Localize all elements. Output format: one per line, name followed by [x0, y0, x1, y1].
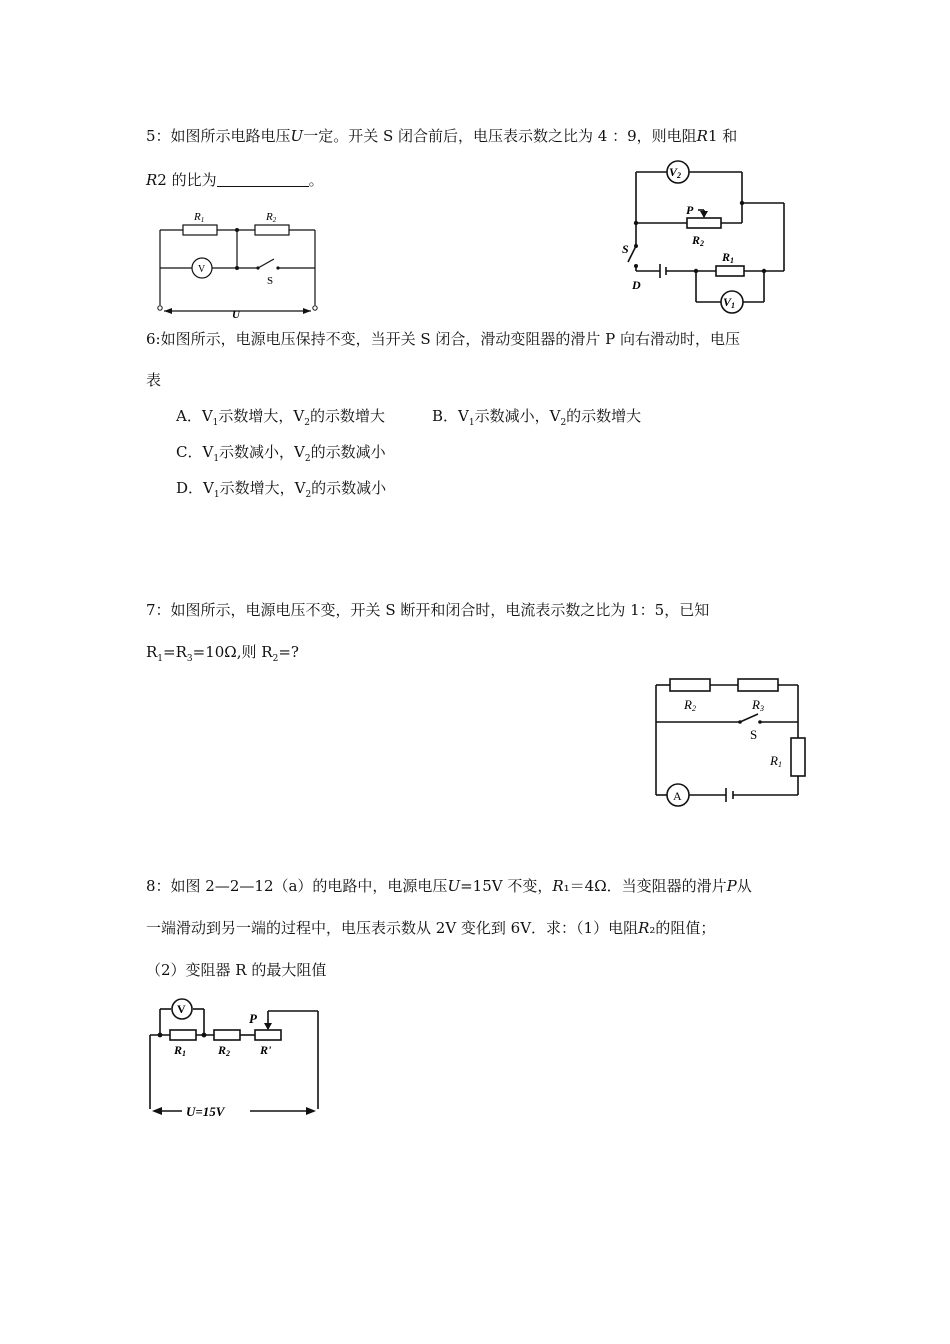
q6-line-1: 6:如图所示，电源电压保持不变，当开关 S 闭合，滑动变阻器的滑片 P 向右滑动时，电压 — [146, 330, 741, 348]
q7-label-s: S — [750, 727, 758, 742]
q7-label-r1: R1 — [770, 753, 782, 769]
q6-label-r2: R2 — [692, 233, 705, 248]
q5-label-r2: R2 — [266, 211, 277, 224]
q5-switch — [258, 259, 274, 268]
q6-label-p: P — [686, 203, 694, 217]
q5-line-1: 5：如图所示电路电压U一定。开关 S 闭合前后，电压表示数之比为 4 ：9，则电阻R1 和 — [146, 127, 738, 145]
q8-label-r1: R1 — [174, 1043, 187, 1058]
q5-label-u: U — [232, 309, 240, 320]
q5-resistor-r2 — [255, 225, 289, 235]
q7-label-r2: R2 — [684, 697, 696, 713]
q6-option-c[interactable]: C．$V_1$示数减小，$V_2$的示数减小 — [176, 443, 386, 464]
q6-line-2: 表 — [146, 371, 162, 389]
q7-resistor-r2 — [670, 679, 710, 691]
q8-label-p: P — [249, 1011, 257, 1026]
q5-line-2: R2 的比为 。 — [146, 171, 324, 189]
q6-label-s: S — [622, 242, 629, 256]
q8-label-rprime: R' — [260, 1043, 272, 1057]
q6-option-a[interactable]: A．$V_1$示数增大，$V_2$的示数增大 — [176, 407, 385, 428]
q7-resistor-r3 — [738, 679, 778, 691]
q6-rheostat-r2 — [687, 218, 721, 228]
answer-blank[interactable] — [217, 172, 309, 187]
q8-label-v: V — [177, 1002, 186, 1016]
q7-label-r3: R3 — [752, 697, 764, 713]
q6-label-v2: V2 — [669, 165, 682, 180]
q5-label-s: S — [267, 275, 274, 287]
q6-switch — [628, 246, 636, 262]
q6-label-r1: R1 — [722, 250, 735, 265]
q8-resistor-r1 — [170, 1030, 196, 1040]
q6-label-v1: V1 — [723, 295, 736, 310]
q8-label-u: U=15V — [186, 1104, 225, 1119]
q6-resistor-r1 — [716, 266, 744, 276]
q7-resistor-r1 — [791, 738, 805, 776]
q8-label-r2: R2 — [218, 1043, 231, 1058]
q7-line-2: $R_1=R_3=10\Omega$,则 $R_2=$? — [146, 643, 299, 664]
q6-circuit-diagram — [622, 158, 797, 318]
q6-label-d: D — [632, 278, 641, 292]
q7-circuit-diagram — [648, 675, 808, 810]
q7-switch — [740, 714, 758, 722]
q5-label-v: V — [198, 264, 206, 275]
q8-line-1: 8：如图 2—2—12（a）的电路中，电源电压U=15V 不变，R₁＝4Ω．当变阻器的滑片P从 — [146, 877, 752, 895]
q5-label-r1: R1 — [194, 211, 205, 224]
q8-line-2: 一端滑动到另一端的过程中，电压表示数从 2V 变化到 6V．求：（1）电阻R₂的阻值； — [146, 919, 716, 937]
q6-option-b[interactable]: B．$V_1$示数减小，$V_2$的示数增大 — [432, 407, 642, 428]
q8-resistor-r2 — [214, 1030, 240, 1040]
q8-circuit-diagram — [140, 995, 330, 1125]
q8-line-3: （2）变阻器 R 的最大阻值 — [146, 961, 327, 979]
q8-rheostat — [255, 1030, 281, 1040]
q6-option-d[interactable]: D．$V_1$示数增大，$V_2$的示数减小 — [176, 479, 387, 500]
q5-resistor-r1 — [183, 225, 217, 235]
q5-circuit-diagram — [150, 205, 330, 320]
q7-line-1: 7：如图所示，电源电压不变，开关 S 断开和闭合时，电流表示数之比为 1：5，已知 — [146, 601, 710, 619]
q7-label-a: A — [673, 789, 682, 803]
